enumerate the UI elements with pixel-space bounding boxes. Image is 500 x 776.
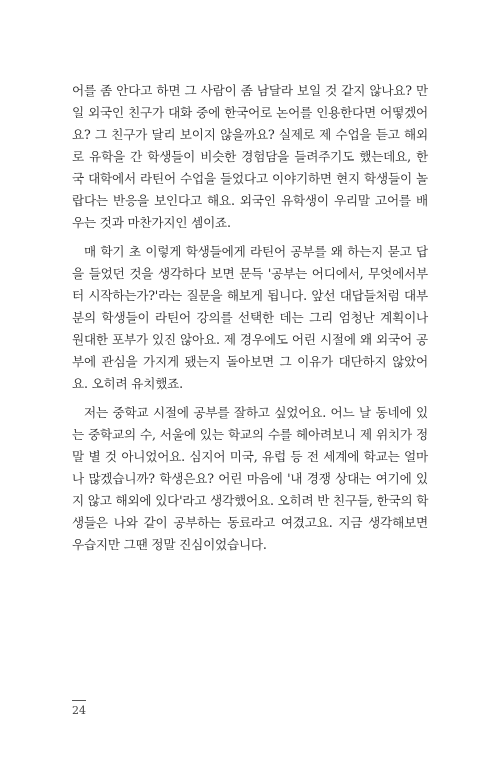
text-line: 지 않고 해외에 있다'라고 생각했어요. 오히려 반 친구들, 한국의 학	[72, 493, 429, 508]
page-number: 24	[72, 704, 86, 717]
text-line: 매 학기 초 이렇게 학생들에게 라틴어 공부를 왜 하는지 묻고 답	[84, 244, 428, 259]
paragraph-3	[72, 402, 428, 556]
text-line: 터 시작하는가?'라는 질문을 해보게 됩니다. 앞선 대답들처럼 대부	[72, 288, 428, 303]
text-line: 을 들었던 것을 생각하다 보면 문득 '공부는 어디에서, 무엇에서부	[72, 266, 428, 281]
text-line: 랍다는 반응을 보인다고 해요. 외국인 유학생이 우리말 고어를 배	[72, 193, 428, 208]
body-text	[72, 80, 428, 563]
text-line: 국 대학에서 라틴어 수업을 들었다고 이야기하면 현지 학생들이 놀	[72, 171, 428, 186]
text-line: 일 외국인 친구가 대화 중에 한국어로 논어를 인용한다면 어떻겠어	[72, 105, 428, 120]
text-line: 로 유학을 간 학생들이 비슷한 경험담을 들려주기도 했는데요, 한	[72, 149, 428, 164]
text-line: 말 별 것 아니었어요. 심지어 미국, 유럽 등 전 세계에 학교는 얼마	[72, 449, 428, 464]
paragraph-1	[72, 80, 428, 234]
text-line: 나 많겠습니까? 학생은요? 어린 마음에 '내 경쟁 상대는 여기에 있	[72, 471, 428, 486]
text-line: 요. 오히려 유치했죠.	[72, 376, 183, 391]
text-line: 부에 관심을 가지게 됐는지 돌아보면 그 이유가 대단하지 않았어	[72, 354, 428, 369]
text-line: 어를 좀 안다고 하면 그 사람이 좀 남달라 보일 것 같지 않나요? 만	[72, 83, 428, 98]
text-line: 저는 중학교 시절에 공부를 잘하고 싶었어요. 어느 날 동네에 있	[84, 405, 428, 420]
text-line: 분의 학생들이 라틴어 강의를 선택한 데는 그리 엄청난 계획이나	[72, 310, 428, 325]
text-line: 는 중학교의 수, 서울에 있는 학교의 수를 헤아려보니 제 위치가 정	[72, 427, 428, 442]
text-line: 우는 것과 마찬가지인 셈이죠.	[72, 215, 231, 230]
text-line: 원대한 포부가 있진 않아요. 제 경우에도 어린 시절에 왜 외국어 공	[72, 332, 428, 347]
paragraph-2	[72, 241, 428, 395]
text-line: 우습지만 그땐 정말 진심이었습니다.	[72, 537, 267, 552]
page-number-rule	[72, 700, 86, 701]
text-line: 생들은 나와 같이 공부하는 동료라고 여겼고요. 지금 생각해보면	[72, 515, 428, 530]
text-line: 요? 그 친구가 달리 보이지 않을까요? 실제로 제 수업을 듣고 해외	[72, 127, 428, 142]
